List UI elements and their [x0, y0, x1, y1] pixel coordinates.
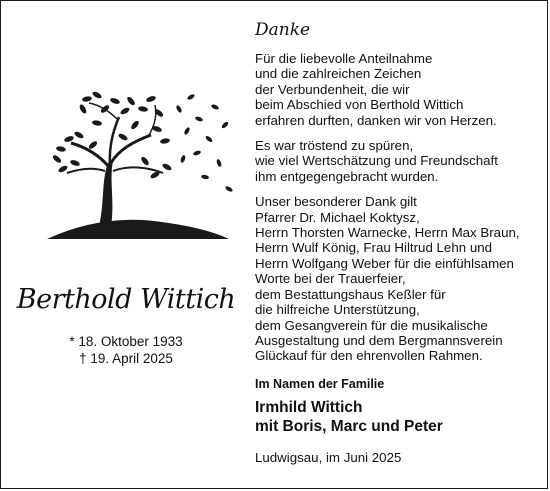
- text-line: Herrn Thorsten Warnecke, Herrn Max Braun,: [255, 225, 520, 241]
- left-column: [1, 1, 251, 490]
- text-line: Pfarrer Dr. Michael Koktysz,: [255, 209, 420, 225]
- place-date: Ludwigsau, im Juni 2025: [255, 449, 402, 465]
- family-names: [255, 398, 545, 436]
- life-dates: [1, 333, 251, 367]
- tree-with-falling-leaves-icon: [39, 79, 239, 244]
- text-line: erfahren durften, danken wir von Herzen.: [255, 112, 497, 128]
- deceased-name: Berthold Wittich: [16, 284, 236, 315]
- text-line: Glückauf für den ehrenvollen Rahmen.: [255, 348, 483, 364]
- text-line: Worte bei der Trauerfeier,: [255, 271, 406, 287]
- text-line: Unser besonderer Dank gilt: [255, 194, 417, 210]
- thanks-paragraph: [255, 51, 545, 128]
- thanks-paragraph: [255, 138, 545, 184]
- thanks-paragraph: [255, 194, 545, 363]
- text-line: wie viel Wertschätzung und Freundschaft: [255, 153, 498, 169]
- text-line: ihm entgegengebracht wurden.: [255, 168, 439, 184]
- right-column: [255, 19, 545, 466]
- text-line: Ausgestaltung und dem Bergmannsverein: [255, 332, 503, 348]
- text-line: Herrn Wolfgang Weber für die einfühlsamen: [255, 255, 514, 271]
- family-name-line: mit Boris, Marc und Peter: [255, 417, 443, 435]
- text-line: der Verbundenheit, die wir: [255, 81, 410, 97]
- death-date: † 19. April 2025: [79, 351, 173, 366]
- text-line: Es war tröstend zu spüren,: [255, 138, 414, 154]
- text-line: und die zahlreichen Zeichen: [255, 66, 422, 82]
- text-line: Für die liebevolle Anteilnahme: [255, 51, 433, 66]
- text-line: dem Bestattungshaus Keßler für: [255, 286, 446, 302]
- thanks-heading: Danke: [255, 20, 311, 40]
- text-line: die hilfreiche Unterstützung,: [255, 302, 420, 318]
- text-line: beim Abschied von Berthold Wittich: [255, 97, 464, 113]
- family-label: Im Namen der Familie: [255, 376, 385, 391]
- birth-date: * 18. Oktober 1933: [69, 334, 183, 349]
- text-line: Herrn Wulf König, Frau Hiltrud Lehn und: [255, 240, 493, 256]
- family-name-line: Irmhild Wittich: [255, 398, 363, 416]
- text-line: dem Gesangverein für die musikalische: [255, 317, 488, 333]
